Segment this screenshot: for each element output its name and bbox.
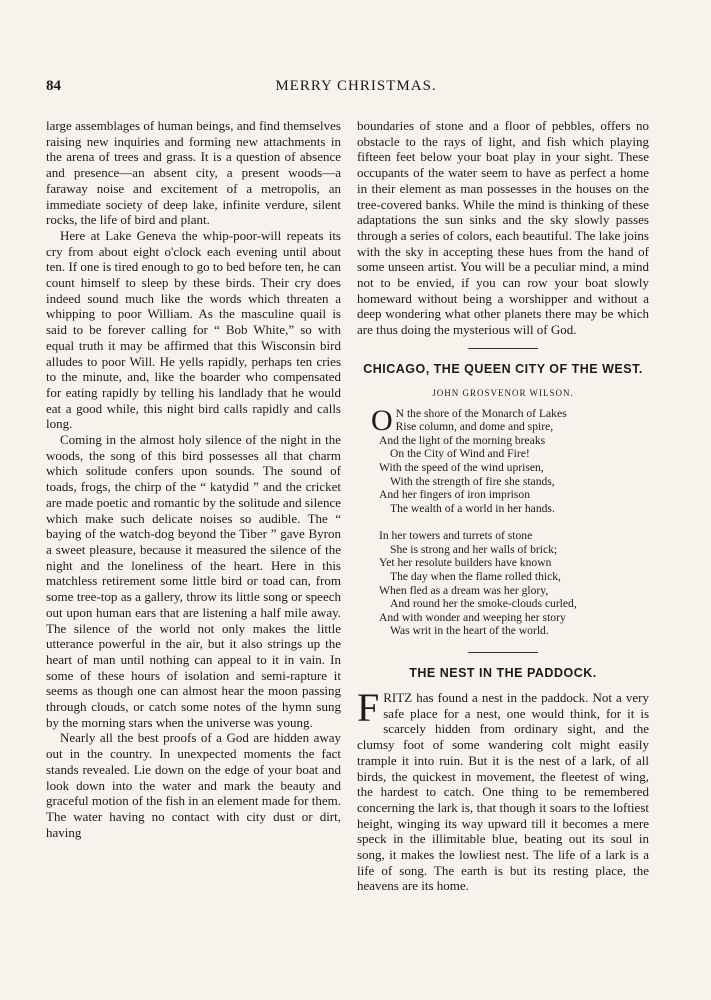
right-column [357, 118, 649, 894]
verse-line: She is strong and her walls of brick; [390, 542, 558, 556]
section-divider [468, 652, 538, 653]
drop-cap: O [371, 403, 393, 437]
verse-line: When fled as a dream was her glory, [379, 583, 549, 597]
verse-line: And her fingers of iron imprison [379, 488, 531, 502]
section-divider [468, 348, 538, 349]
paragraph: boundaries of stone and a floor of pebbles, offers no obstacle to the rays of light, and fish which playing fifteen feet below your boat play in your sight. These occupants of the water seem to have as perfect a home in their element as man possesses in the houses on the tree-covered banks. While the mind is thinking of these adaptations the sun sinks and the sky slowly passes through a series of colors, each beautiful. The lake joins with the sky in accepting these hues from the hand of some unseen artist. You will be a peculiar mind, a mind not to be envied, if you can row your boat slowly homeward without being a worshipper and without a deep wondering what other planets there may be which are thus doing the mysterious will of God. [357, 118, 649, 338]
paragraph: Nearly all the best proofs of a God are hidden away out in the country. In unexpected moments the fact stands revealed. Lie down on the edge of your boat and look down into the water and mark the beauty and graceful motion of the fish in an element made for them. The water having no contact with city dust or dirt, having [46, 730, 341, 840]
page-number: 84 [46, 78, 61, 94]
verse-line: Rise column, and dome and spire, [395, 420, 554, 434]
paragraph: large assemblages of human beings, and find themselves raising new inquiries and forming new attachments in the arena of trees and grass. It is a question of absence and presence—an absent city, a present woods—a faraway noise and excitement of a metropolis, an immediate society of deep lake, infinite verdure, silent rocks, the life of bird and plant. [46, 118, 341, 228]
verse-line: Yet her resolute builders have known [379, 556, 552, 570]
poem-title: CHICAGO, THE QUEEN CITY OF THE WEST. [363, 361, 643, 376]
stanza [379, 529, 649, 638]
article-title: THE NEST IN THE PADDOCK. [409, 666, 597, 681]
verse-line: With the speed of the wind uprisen, [379, 460, 544, 474]
verse-line: The wealth of a world in her hands. [390, 501, 555, 515]
paragraph: Here at Lake Geneva the whip-poor-will repeats its cry from about eight o'clock each evening until about ten. If one is tired enough to go to bed before ten, he can count himself to sleep by these birds. Their cry does indeed sound much like the words which threaten a whipping to poor William. As the masculine quail is said to be forever calling for “ Bob White,” so with equal truth it may be affirmed that this Wisconsin bird alludes to poor Will. He yells rapidly, perhaps ten cries to the minute, and, like the boarder who compensated for eating rapidly by telling his landlady that he would eat a good while, this night bird calls rapidly and calls long. [46, 227, 341, 432]
paragraph: Coming in the almost holy silence of the night in the woods, the song of this bird possesses all that charm which solitude confers upon sounds. The sound of toads, frogs, the chirp of the “ katydid ” and the cricket are made poetic and romantic by the solitude and silence which make such delicate noises so audible. The “ baying of the watch-dog beyond the Tiber ” gave Byron a sweet pleasure, because it measured the silence of the night and the loneliness of the heart. Here in this matchless retirement some little bird or toad can, from some tree-top as a gallery, throw its little song or speech out upon human ears that are listening a half mile away. The silence of the world not only makes the little utterance powerful in the air, but it also strings up the heart of man until nothing can appeal to it in vain. In some of these hours of isolation and semi-rapture it seems as though one can almost hear the moon passing through clouds, or catch some notes of the hymn sung by the morning stars when the universe was young. [46, 432, 341, 730]
verse-line: Was writ in the heart of the world. [390, 624, 549, 638]
verse-line: The day when the flame rolled thick, [390, 570, 561, 584]
article-text: RITZ has found a nest in the paddock. Not a very safe place for a nest, one would think, for it is scarcely hidden from ordinary sight, and the clumsy foot of some wandering colt might easily trample it into ruin. But it is the nest of a lark, of all birds, the quickest in movement, the fleetest of wing, the hardest to catch. One thing to be remembered concerning the lark is, that though it soars to the loftiest height, winging its way upward till it becomes a mere speck in the illimitable blue, beating out its soul in song, it makes the lowliest nest. The life of a lark is a life of song. The earth is but its resting place, the heavens are its home. [357, 690, 649, 894]
poem-author: JOHN GROSVENOR WILSON. [432, 387, 574, 398]
poem [371, 403, 649, 639]
article-body [357, 685, 649, 894]
running-head: MERRY CHRISTMAS. [275, 78, 437, 94]
verse-line: And with wonder and weeping her story [379, 610, 566, 624]
page-header [46, 78, 666, 102]
verse-line: On the City of Wind and Fire! [390, 447, 530, 461]
verse-line: With the strength of fire she stands, [390, 474, 555, 488]
drop-cap: F [357, 685, 380, 731]
left-column [46, 118, 341, 840]
verse-line: And round her the smoke-clouds curled, [390, 597, 577, 611]
verse-line: N the shore of the Monarch of Lakes [395, 406, 567, 420]
stanza [371, 403, 649, 516]
verse-line: In her towers and turrets of stone [379, 529, 533, 543]
verse-line: And the light of the morning breaks [379, 433, 546, 447]
